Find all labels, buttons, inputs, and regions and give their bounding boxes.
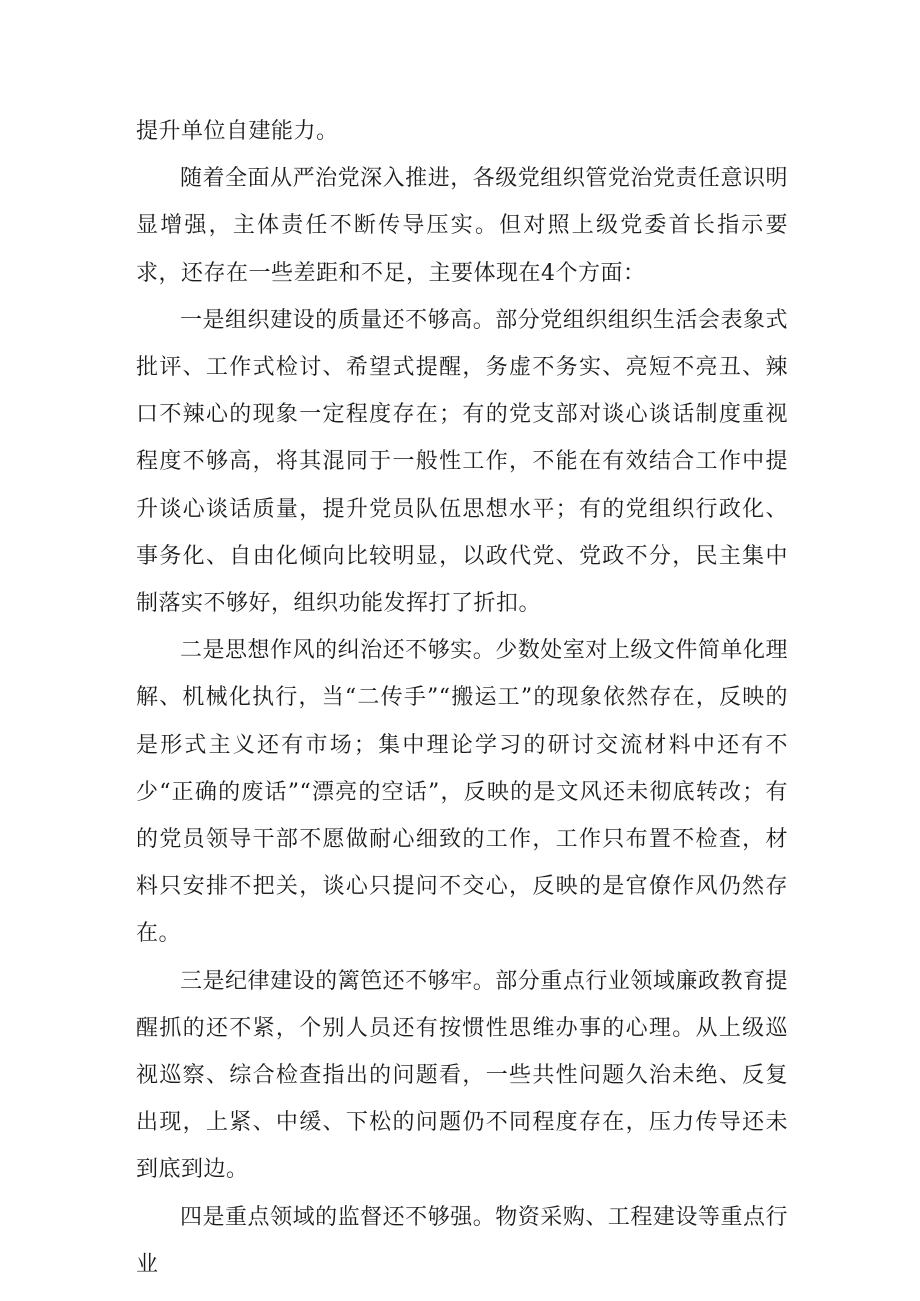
paragraph-point-three: 三是纪律建设的篱笆还不够牢。部分重点行业领域廉政教育提醒抓的还不紧，个别人员还有按惯性思维办事的心理。从上级巡视巡察、综合检查指出的问题看，一些共性问题久治未绝、反复出现，上紧、中缓、下松的问题仍不同程度存在，压力传导还未到底到边。: [136, 968, 788, 1183]
document-body: [136, 108, 788, 1288]
paragraph-intro: 随着全面从严治党深入推进，各级党组织管党治党责任意识明显增强，主体责任不断传导压实。但对照上级党委首长指示要求，还存在一些差距和不足，主要体现在4个方面：: [136, 166, 788, 286]
paragraph-point-one: 一是组织建设的质量还不够高。部分党组织组织生活会表象式批评、工作式检讨、希望式提醒，务虚不务实、亮短不亮丑、辣口不辣心的现象一定程度存在；有的党支部对谈心谈话制度重视程度不够高，将其混同于一般性工作，不能在有效结合工作中提升谈心谈话质量，提升党员队伍思想水平；有的党组织行政化、事务化、自由化倾向比较明显，以政代党、党政不分，民主集中制落实不够好，组织功能发挥打了折扣。: [136, 307, 788, 617]
paragraph-point-four: 四是重点领域的监督还不够强。物资采购、工程建设等重点行业: [136, 1204, 788, 1277]
paragraph-continuation: 提升单位自建能力。: [136, 119, 339, 144]
paragraph-point-two: 二是思想作风的纠治还不够实。少数处室对上级文件简单化理解、机械化执行，当“二传手”“搬运工”的现象依然存在，反映的是形式主义还有市场；集中理论学习的研讨交流材料中还有不少“正确的废话”“漂亮的空话”，反映的是文风还未彻底转改；有的党员领导干部不愿做耐心细致的工作，工作只布置不检查，材料只安排不把关，谈心只提问不交心，反映的是官僚作风仍然存在。: [136, 638, 788, 947]
